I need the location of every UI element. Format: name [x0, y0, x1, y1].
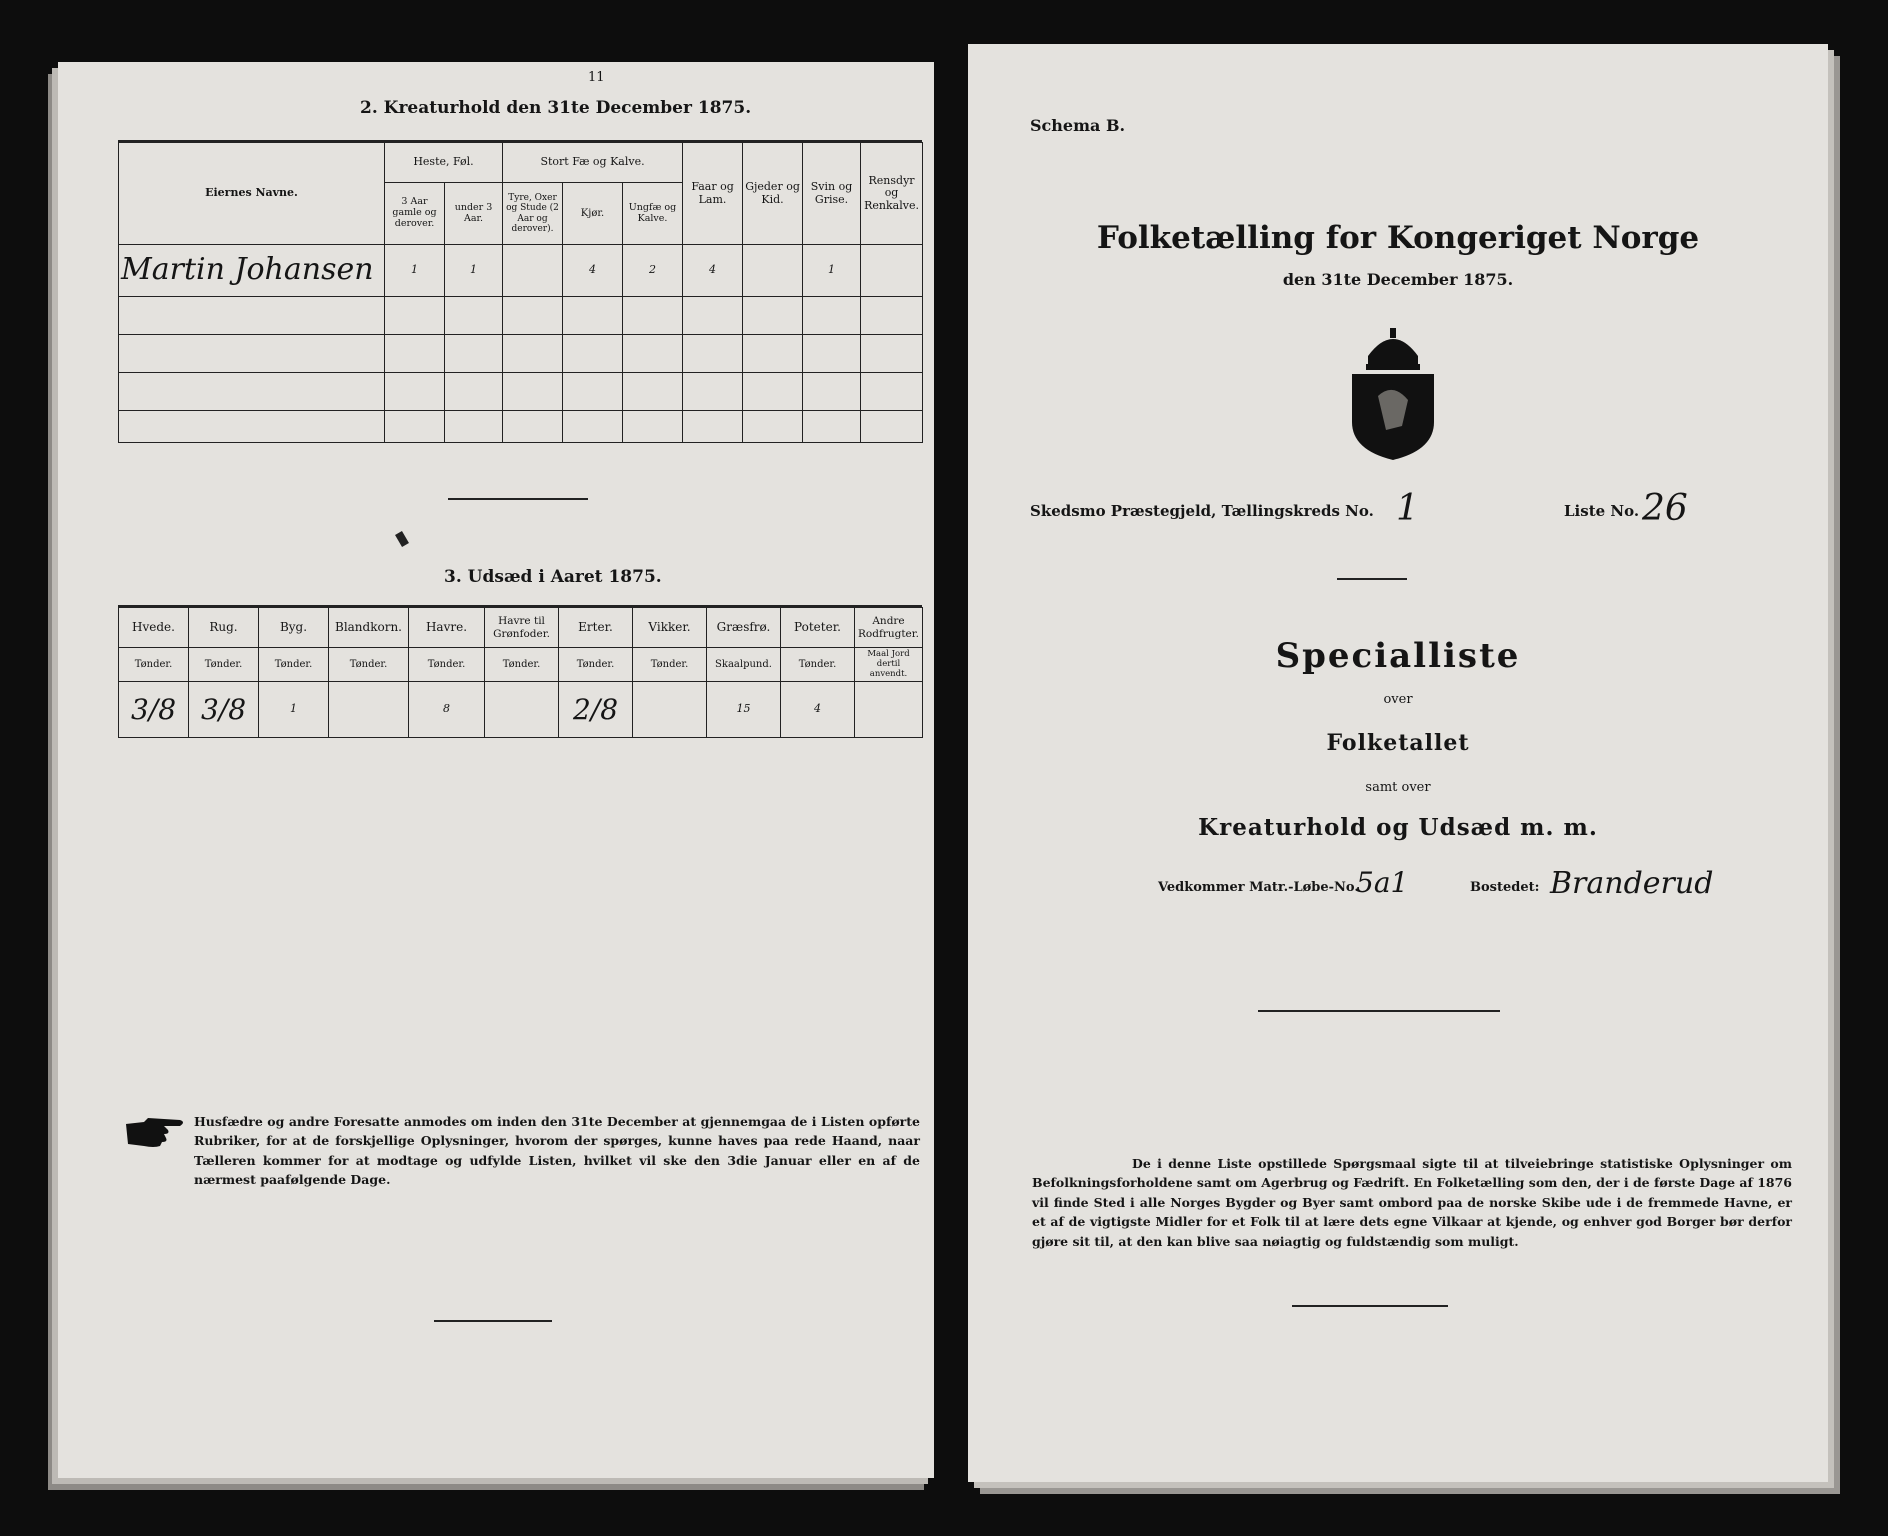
owner-name: Martin Johansen	[119, 245, 385, 297]
table-cell: 4	[683, 245, 743, 297]
ink-mark	[395, 531, 409, 547]
table-cell: 2/8	[559, 682, 633, 738]
udsaed-unit: Tønder.	[119, 648, 189, 682]
stort-fae-header: Stort Fæ og Kalve.	[503, 143, 683, 183]
divider	[1258, 1010, 1500, 1012]
divider	[448, 498, 588, 500]
udsaed-header: Græsfrø.	[707, 608, 781, 648]
table-cell: 3/8	[189, 682, 259, 738]
table-cell: 1	[445, 245, 503, 297]
specialliste-title: Specialliste	[1275, 636, 1521, 676]
udsaed-header: Vikker.	[633, 608, 707, 648]
stort-sub-header: Ungfæ og Kalve.	[623, 183, 683, 245]
list-label: Liste No.	[1564, 502, 1640, 520]
udsaed-unit: Skaalpund.	[707, 648, 781, 682]
coat-of-arms-icon	[1338, 326, 1448, 462]
udsaed-table	[118, 607, 923, 738]
svin-header: Svin og Grise.	[803, 143, 861, 245]
date-subtitle: den 31te December 1875.	[1282, 270, 1514, 289]
district-value: 1	[1396, 488, 1419, 529]
gjeder-header: Gjeder og Kid.	[743, 143, 803, 245]
udsaed-header: Erter.	[559, 608, 633, 648]
section-3-title: 3. Udsæd i Aaret 1875.	[444, 567, 662, 587]
faar-header: Faar og Lam.	[683, 143, 743, 245]
info-paragraph: De i denne Liste opstillede Spørgsmaal sigte til at tilveiebringe statistiske Oplysninger om Befolkningsforholdene samt om Agerbrug og Fædrift. En Folketælling som den, der i de første Dage af 1876 vil finde Sted i alle Norges Bygder og Byer samt ombord paa de norske Skibe ude i de fremmede Havne, er et af de vigtigste Midler for et Folk til at lære dets egne Vilkaar at kjende, og enhver god Borger bør derfor gjøre sit til, at den kan blive saa nøiagtig og fuldstændig som muligt.	[1032, 1156, 1793, 1249]
divider	[434, 1320, 552, 1322]
udsaed-unit: Tønder.	[559, 648, 633, 682]
table-row	[119, 411, 923, 443]
udsaed-header: Andre Rodfrugter.	[855, 608, 923, 648]
section-2-title: 2. Kreaturhold den 31te December 1875.	[360, 98, 752, 118]
table-cell: 3/8	[119, 682, 189, 738]
table-cell: 2	[623, 245, 683, 297]
udsaed-unit: Tønder.	[329, 648, 409, 682]
table-cell: 4	[563, 245, 623, 297]
table-cell: 1	[803, 245, 861, 297]
stort-sub-header: Tyre, Oxer og Stude (2 Aar og derover).	[503, 183, 563, 245]
table-row	[119, 297, 923, 335]
pointing-hand-icon	[124, 1114, 188, 1150]
page-mark: 11	[588, 70, 605, 85]
divider	[1292, 1305, 1448, 1307]
udsaed-header: Blandkorn.	[329, 608, 409, 648]
udsaed-header: Poteter.	[781, 608, 855, 648]
table-cell	[485, 682, 559, 738]
table-row	[119, 335, 923, 373]
heste-sub-header: 3 Aar gamle og derover.	[385, 183, 445, 245]
heste-sub-header: under 3 Aar.	[445, 183, 503, 245]
schema-label: Schema B.	[1030, 116, 1126, 135]
over-text: over	[1383, 692, 1413, 707]
district-label: Skedsmo Præstegjeld, Tællingskreds No.	[1030, 502, 1374, 520]
matr-value: 5a1	[1356, 866, 1409, 899]
udsaed-header: Rug.	[189, 608, 259, 648]
rensdyr-header: Rensdyr og Renkalve.	[861, 143, 923, 245]
udsaed-unit: Maal Jord dertil anvendt.	[855, 648, 923, 682]
table-cell: 15	[707, 682, 781, 738]
table-cell	[503, 245, 563, 297]
table-cell	[861, 245, 923, 297]
udsaed-unit: Tønder.	[633, 648, 707, 682]
left-page	[58, 62, 934, 1478]
main-title: Folketælling for Kongeriget Norge	[1096, 220, 1700, 256]
table-cell: 8	[409, 682, 485, 738]
udsaed-unit: Tønder.	[259, 648, 329, 682]
udsaed-unit: Tønder.	[781, 648, 855, 682]
table-cell	[855, 682, 923, 738]
kreatur-table	[118, 142, 923, 443]
udsaed-unit: Tønder.	[409, 648, 485, 682]
udsaed-header: Havre til Grønfoder.	[485, 608, 559, 648]
bosted-value: Branderud	[1550, 866, 1714, 901]
udsaed-unit: Tønder.	[485, 648, 559, 682]
matr-label: Vedkommer Matr.-Løbe-No.	[1158, 880, 1359, 895]
right-page	[968, 44, 1828, 1482]
table-row	[119, 682, 923, 738]
udsaed-header: Hvede.	[119, 608, 189, 648]
table-row	[119, 245, 923, 297]
table-cell	[633, 682, 707, 738]
samt-over-text: samt over	[1365, 780, 1431, 795]
heste-header: Heste, Føl.	[385, 143, 503, 183]
list-value: 26	[1642, 488, 1688, 529]
table-row	[119, 373, 923, 411]
udsaed-header: Byg.	[259, 608, 329, 648]
table-cell: 4	[781, 682, 855, 738]
table-cell: 1	[385, 245, 445, 297]
udsaed-header: Havre.	[409, 608, 485, 648]
owner-header: Eiernes Navne.	[119, 143, 385, 245]
table-cell: 1	[259, 682, 329, 738]
bosted-label: Bostedet:	[1470, 880, 1540, 895]
notice-text: Husfædre og andre Foresatte anmodes om inden den 31te December at gjennemgaa de i Listen opførte Rubriker, for at de forskjellige Oplysninger, hvorom der spørges, kunne haves paa rede Haand, naar Tælleren kommer for at modtage og udfylde Listen, hvilket vil ske den 3die Januar eller en af de nærmest paafølgende Dage.	[194, 1114, 920, 1188]
udsaed-unit: Tønder.	[189, 648, 259, 682]
kreaturhold-title: Kreaturhold og Udsæd m. m.	[1198, 814, 1598, 841]
table-cell	[743, 245, 803, 297]
stort-sub-header: Kjør.	[563, 183, 623, 245]
table-cell	[329, 682, 409, 738]
folketallet-title: Folketallet	[1326, 730, 1470, 756]
divider	[1337, 578, 1407, 580]
